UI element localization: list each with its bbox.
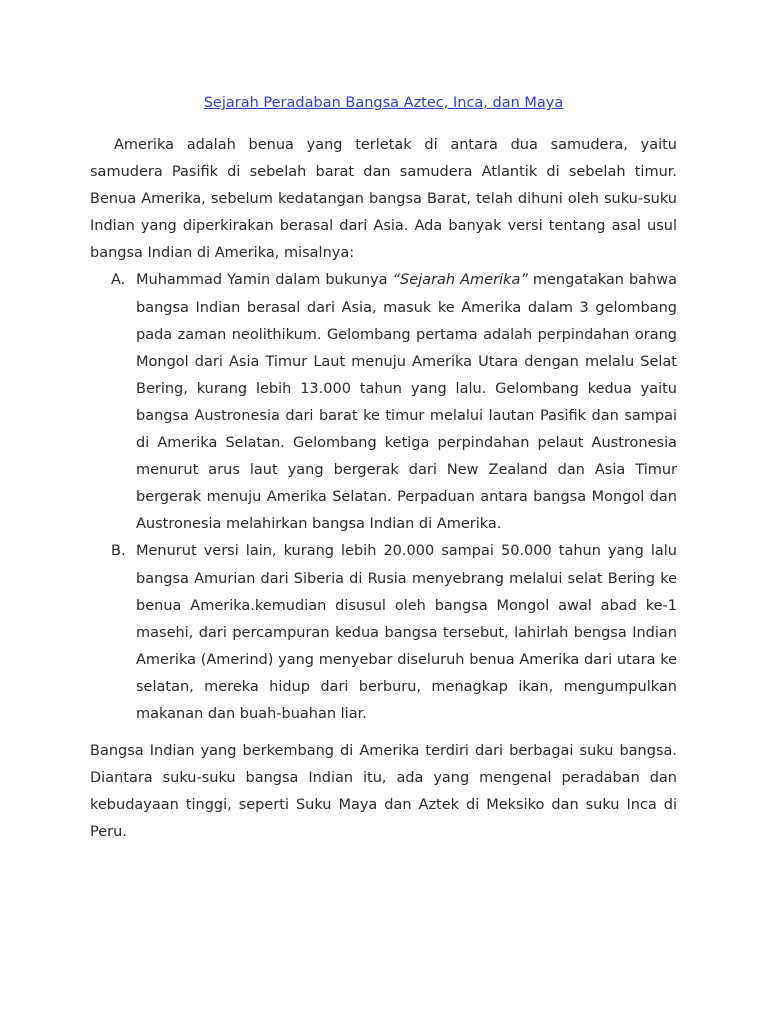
list-item-text: Menurut versi lain, kurang lebih 20.000 sampai 50.000 tahun yang lalu bangsa Amurian dari Siberia di Rusia menyebrang melalui selat Bering ke benua Amerika.kemudian disusul oleh bangsa Mongol awal abad ke-1 masehi, dari percampuran kedua bangsa tersebut, lahirlah bengsa Indian Amerika (Amerind) yang menyebar diseluruh benua Amerika dari utara ke selatan, mereka hidup dari berburu, menagkap ikan, mengumpulkan makanan dan buah-buahan liar. bbox=[136, 543, 677, 722]
list-item bbox=[90, 267, 677, 538]
origin-versions-list bbox=[90, 267, 677, 728]
list-marker: A. bbox=[111, 272, 126, 289]
title-link[interactable]: Sejarah Peradaban Bangsa Aztec, Inca, dan Maya bbox=[203, 95, 564, 111]
list-item-lead: Muhammad Yamin dalam bukunya bbox=[136, 272, 393, 289]
book-title: “Sejarah Amerika” bbox=[392, 272, 528, 289]
intro-paragraph: Amerika adalah benua yang terletak di antara dua samudera, yaitu samudera Pasifik di sebelah barat dan samudera Atlantik di sebelah timur. Benua Amerika, sebelum kedatangan bangsa Barat, telah dihuni oleh suku-suku Indian yang diperkirakan berasal dari Asia. Ada banyak versi tentang asal usul bangsa Indian di Amerika, misalnya: bbox=[90, 137, 677, 262]
closing-paragraph: Bangsa Indian yang berkembang di Amerika terdiri dari berbagai suku bangsa. Diantara suku-suku bangsa Indian itu, ada yang mengenal peradaban dan kebudayaan tinggi, seperti Suku Maya dan Aztek di Meksiko dan suku Inca di Peru. bbox=[90, 743, 677, 841]
list-marker: B. bbox=[111, 543, 126, 560]
document-page bbox=[90, 90, 677, 846]
list-item-text: mengatakan bahwa bangsa Indian berasal dari Asia, masuk ke Amerika dalam 3 gelombang pada zaman neolithikum. Gelombang pertama adalah perpindahan orang Mongol dari Asia Timur Laut menuju Amerika Utara dengan melalu Selat Bering, kurang lebih 13.000 tahun yang lalu. Gelombang kedua yaitu bangsa Austronesia dari barat ke timur melalui lautan Pasifik dan sampai di Amerika Selatan. Gelombang ketiga perpindahan pelaut Austronesia menurut arus laut yang bergerak dari New Zealand dan Asia Timur bergerak menuju Amerika Selatan. Perpaduan antara bangsa Mongol dan Austronesia melahirkan bangsa Indian di Amerika. bbox=[136, 272, 677, 533]
document-title bbox=[90, 90, 677, 116]
list-item bbox=[90, 538, 677, 728]
